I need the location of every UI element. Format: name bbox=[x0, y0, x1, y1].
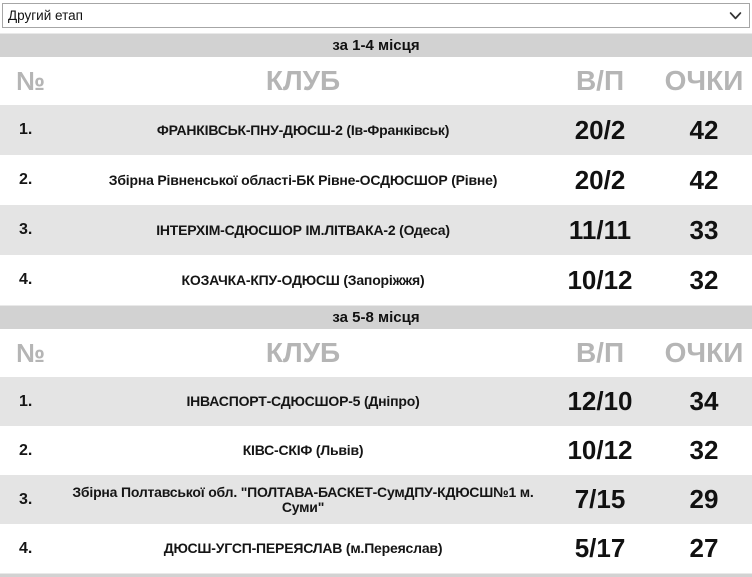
row-points: 42 bbox=[689, 164, 719, 195]
row-club: Збірна Рівненської області-БК Рівне-ОСДЮСШОР (Рівне) bbox=[108, 171, 498, 188]
table-row bbox=[0, 105, 752, 155]
row-wl: 11/11 bbox=[568, 214, 632, 245]
row-club: ФРАНКІВСЬК-ПНУ-ДЮСШ-2 (Ів-Франківськ) bbox=[156, 121, 450, 138]
row-wl: 20/2 bbox=[574, 164, 626, 195]
stage-select[interactable] bbox=[2, 3, 750, 28]
row-club: ІНТЕРХІМ-СДЮСШОР ІМ.ЛІТВАКА-2 (Одеса) bbox=[156, 221, 450, 238]
col-header-wl: В/П bbox=[575, 65, 625, 96]
row-wl: 7/15 bbox=[574, 484, 626, 514]
col-header-points: ОЧКИ bbox=[664, 65, 744, 96]
row-wl: 10/12 bbox=[567, 264, 633, 295]
table-row bbox=[0, 155, 752, 205]
row-wl: 10/12 bbox=[567, 435, 633, 465]
row-wl: 20/2 bbox=[574, 114, 626, 145]
table-row bbox=[0, 426, 752, 475]
table-row bbox=[0, 524, 752, 573]
row-club: КОЗАЧКА-КПУ-ОДЮСШ (Запоріжжя) bbox=[181, 271, 425, 288]
row-club: Збірна Полтавської обл. "ПОЛТАВА-БАСКЕТ-СумДПУ-КДЮСШ№1 м. Суми" bbox=[72, 483, 534, 515]
next-section-bar-partial bbox=[0, 573, 752, 577]
section-title-2 bbox=[0, 305, 752, 329]
row-rank: 4. bbox=[19, 271, 33, 288]
col-header-club: КЛУБ bbox=[265, 337, 341, 368]
row-rank: 2. bbox=[19, 171, 33, 188]
row-rank: 1. bbox=[19, 392, 33, 410]
row-rank: 2. bbox=[19, 441, 33, 459]
stage-select-value: Другий етап bbox=[8, 8, 83, 23]
column-header-row-1 bbox=[0, 57, 752, 105]
row-points: 29 bbox=[689, 484, 719, 514]
table-row bbox=[0, 377, 752, 426]
col-header-num: № bbox=[16, 65, 45, 96]
column-header-row-2 bbox=[0, 329, 752, 377]
row-rank: 3. bbox=[19, 221, 33, 238]
section-title-2-label: за 5-8 місця bbox=[332, 309, 420, 326]
section-title-1-label: за 1-4 місця bbox=[332, 37, 420, 54]
row-points: 32 bbox=[689, 435, 719, 465]
section-title-1 bbox=[0, 33, 752, 57]
standings-section-1 bbox=[0, 33, 752, 305]
row-club: КІВС-СКІФ (Львів) bbox=[242, 442, 364, 459]
chevron-down-icon bbox=[729, 9, 742, 22]
col-header-wl: В/П bbox=[575, 337, 625, 368]
standings-section-2 bbox=[0, 305, 752, 573]
row-wl: 5/17 bbox=[574, 533, 626, 563]
row-rank: 1. bbox=[19, 121, 33, 138]
row-wl: 12/10 bbox=[567, 386, 633, 416]
row-points: 42 bbox=[689, 114, 719, 145]
row-club: ІНВАСПОРТ-СДЮСШОР-5 (Дніпро) bbox=[186, 393, 420, 410]
table-row bbox=[0, 205, 752, 255]
row-points: 34 bbox=[689, 386, 719, 416]
row-points: 32 bbox=[689, 264, 719, 295]
col-header-points: ОЧКИ bbox=[664, 337, 744, 368]
row-club: ДЮСШ-УГСП-ПЕРЕЯСЛАВ (м.Переяслав) bbox=[163, 540, 443, 557]
row-points: 33 bbox=[689, 214, 719, 245]
row-rank: 4. bbox=[19, 539, 33, 557]
table-row bbox=[0, 255, 752, 305]
row-points: 27 bbox=[689, 533, 719, 563]
row-rank: 3. bbox=[19, 490, 33, 508]
col-header-club: КЛУБ bbox=[265, 65, 341, 96]
col-header-num: № bbox=[16, 337, 45, 368]
stage-select-wrap bbox=[2, 3, 750, 28]
table-row bbox=[0, 475, 752, 524]
